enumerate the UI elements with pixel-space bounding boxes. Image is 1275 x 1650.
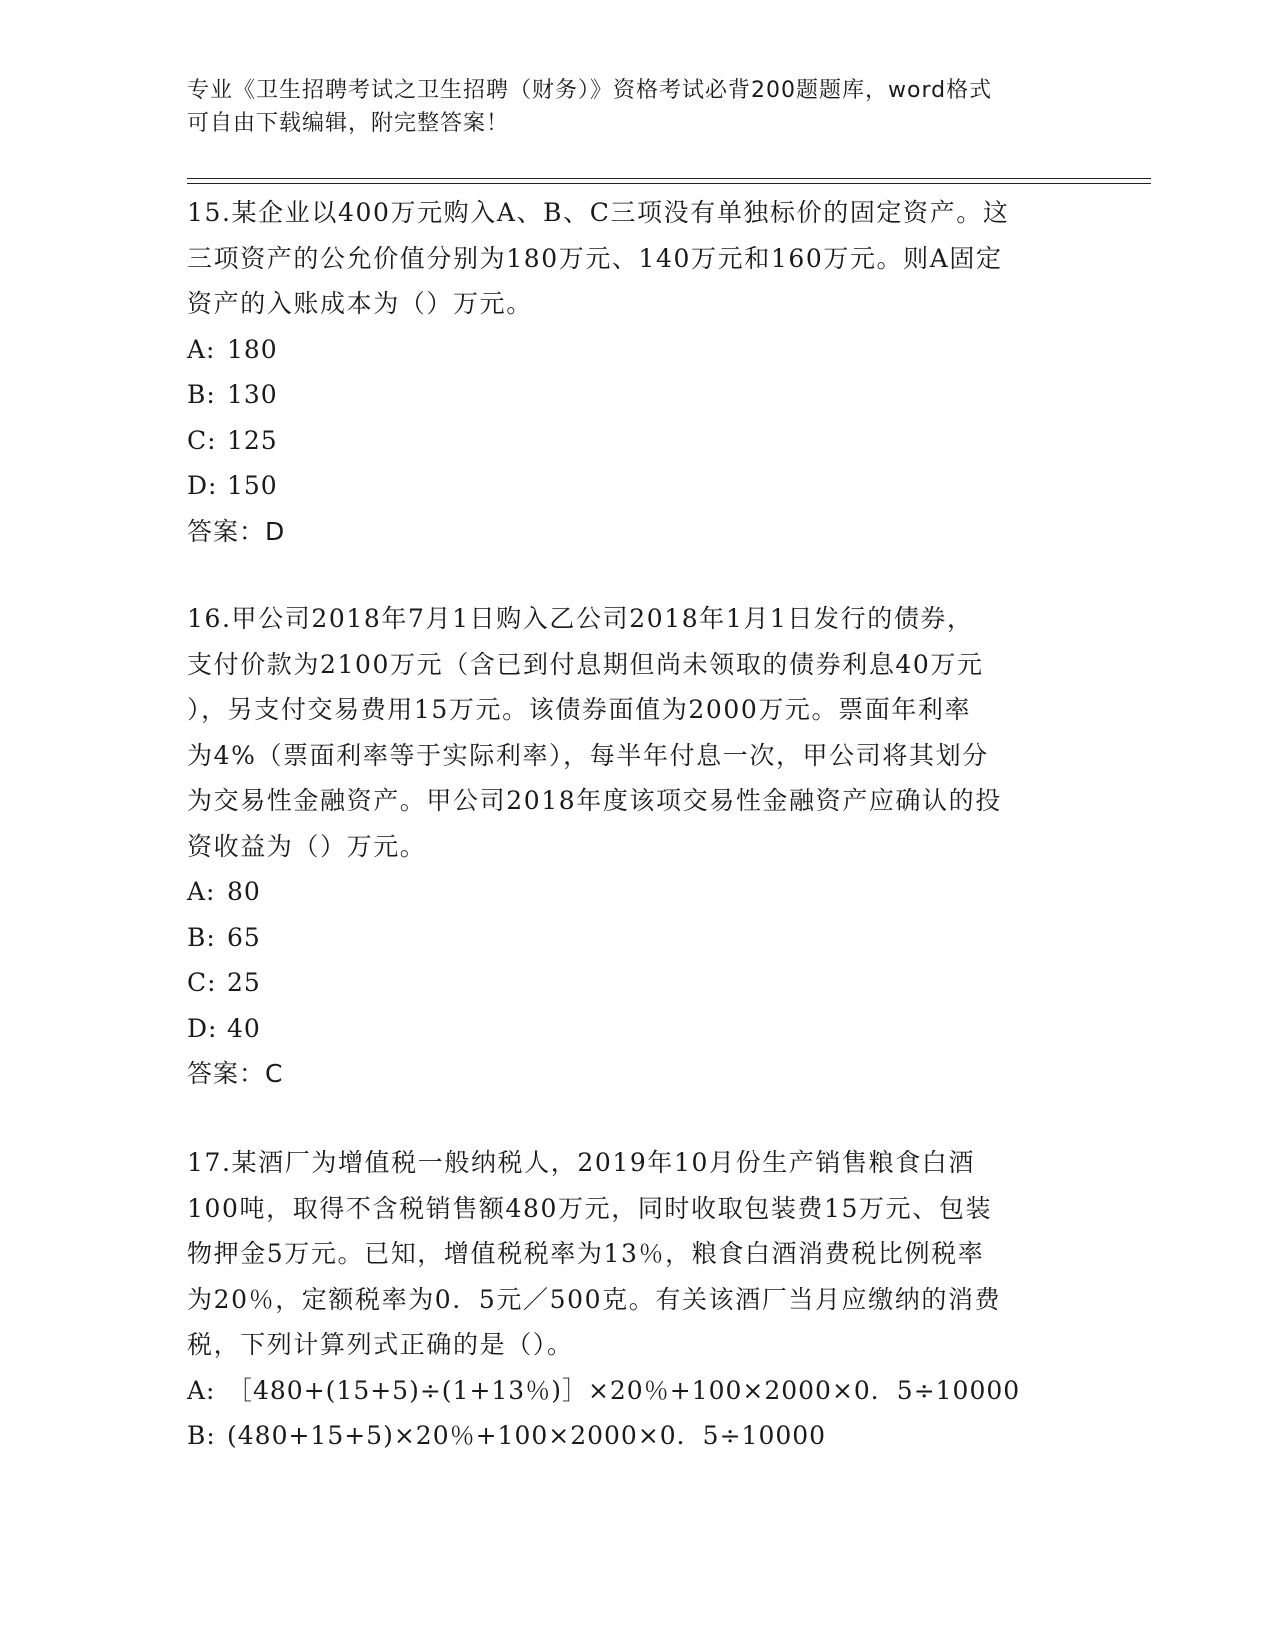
question-line: 17.某酒厂为增值税一般纳税人，2019年10月份生产销售粮食白酒 <box>187 1148 975 1177</box>
option-b: B: 65 <box>187 922 261 952</box>
question-line: ），另支付交易费用15万元。该债券面值为2000万元。票面年利率 <box>187 695 972 724</box>
question-line: 资收益为（）万元。 <box>187 831 427 861</box>
answer-label: 答案：D <box>187 516 286 546</box>
header-divider-bottom <box>187 183 1151 184</box>
option-a: A: 180 <box>187 334 278 364</box>
option-b: B: 130 <box>187 380 278 409</box>
header-line-2: 可自由下载编辑，附完整答案！ <box>187 111 510 136</box>
question-line: 物押金5万元。已知，增值税税率为13％，粮食白酒消费税比例税率 <box>187 1239 985 1268</box>
question-line: 三项资产的公允价值分别为180万元、140万元和160万元。则A固定 <box>187 243 1003 273</box>
option-a: A: 80 <box>187 877 261 906</box>
question-line: 为20％，定额税率为0．5元／500克。有关该酒厂当月应缴纳的消费 <box>187 1284 1002 1314</box>
option-c: C: 125 <box>187 425 278 455</box>
option-d: D: 150 <box>187 471 278 500</box>
question-line: 税，下列计算列式正确的是（）。 <box>187 1330 574 1359</box>
question-17 <box>187 1140 1087 1459</box>
question-15 <box>187 190 1087 554</box>
option-c: C: 25 <box>187 968 261 997</box>
option-b: B: (480+15+5)×20％+100×2000×0．5÷10000 <box>187 1421 827 1450</box>
document-header <box>187 74 1067 140</box>
question-16 <box>187 596 1087 1097</box>
option-a: A: ［480+(15+5)÷(1+13％)］×20％+100×2000×0．5÷10000 <box>187 1375 1021 1405</box>
question-line: 为交易性金融资产。甲公司2018年度该项交易性金融资产应确认的投 <box>187 786 1002 815</box>
answer-label: 答案：C <box>187 1059 284 1088</box>
question-line: 资产的入账成本为（）万元。 <box>187 289 533 318</box>
header-line-1: 专业《卫生招聘考试之卫生招聘（财务）》资格考试必背200题题库，word格式 <box>187 78 993 103</box>
question-line: 支付价款为2100万元（含已到付息期但尚未领取的债券利息40万元 <box>187 649 984 679</box>
question-line: 15.某企业以400万元购入A、B、C三项没有单独标价的固定资产。这 <box>187 198 1010 227</box>
header-divider-top <box>187 178 1151 179</box>
question-line: 100吨，取得不含税销售额480万元，同时收取包装费15万元、包装 <box>187 1193 993 1223</box>
question-line: 为4%（票面利率等于实际利率），每半年付息一次，甲公司将其划分 <box>187 740 989 770</box>
question-line: 16.甲公司2018年7月1日购入乙公司2018年1月1日发行的债券， <box>187 604 974 633</box>
option-d: D: 40 <box>187 1013 261 1043</box>
